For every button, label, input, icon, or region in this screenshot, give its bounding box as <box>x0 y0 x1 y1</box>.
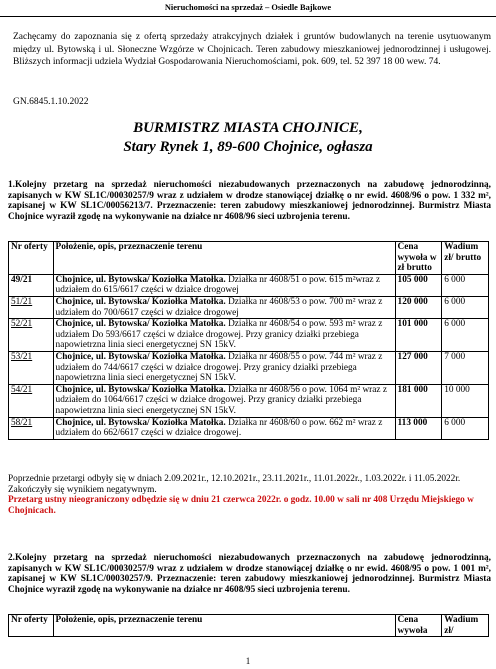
offer-nr <box>9 384 54 417</box>
offer-deposit: 10 000 <box>442 384 489 417</box>
offer-location: Chojnice, ul. Bytowska/ Koziołka Matołka. <box>55 296 226 307</box>
offer-description <box>53 319 395 352</box>
offer-nr <box>9 296 54 318</box>
mayor-address: Stary Rynek 1, 89-600 Chojnice, ogłasza <box>123 139 373 155</box>
page-number: 1 <box>245 656 251 666</box>
table-row <box>9 319 489 352</box>
mayor-title: BURMISTRZ MIASTA CHOJNICE, <box>133 120 363 136</box>
offer-number: 53/21 <box>11 351 33 362</box>
offer-location: Chojnice, ul. Bytowska/ Koziołka Matołka. <box>55 351 226 362</box>
offer-details: Działka nr 4608/60 o pow. 662 m² wraz z udziałem do 662/6617 części w działce drogowej. <box>55 417 383 439</box>
offer-price: 127 000 <box>395 351 442 384</box>
header-deposit: Wadium zł/ brutto <box>442 242 489 275</box>
table-row <box>9 274 489 296</box>
offer-nr <box>9 319 54 352</box>
offer-deposit: 6 000 <box>442 417 489 439</box>
table-row <box>9 384 489 417</box>
offer-description <box>53 296 395 318</box>
offer-number: 49/21 <box>11 274 33 285</box>
header-nr: Nr oferty <box>9 242 54 275</box>
offers-table <box>8 241 489 440</box>
tender-announcement: Przetarg ustny nieograniczony odbędzie się w dniu 21 czerwca 2022r. o godz. 10.00 w sali nr 408 Urzędu Miejskiego w Chojnicach. <box>8 495 474 516</box>
header-description: Położenie, opis, przeznaczenie terenu <box>53 615 395 637</box>
table-header-row <box>9 242 489 275</box>
offer-description <box>53 417 395 439</box>
offer-number: 52/21 <box>11 319 33 330</box>
offer-details: Działka nr 4608/55 o pow. 744 m² wraz z udziałem do 744/6617 części w działce drogowej. Przy granicy działki przebiega napowietrzna linia sieci energetycznej SN 15kV. <box>55 351 383 384</box>
previous-tenders-note: Poprzednie przetargi odbyły się w dniach 2.09.2021r., 12.10.2021r., 23.11.2021r., 11.01.2022r., 1.03.2022r. i 11.05.2022r. Zakończyły się wynikiem negatywnym. <box>8 474 461 495</box>
offer-deposit: 7 000 <box>442 351 489 384</box>
tender-notes <box>8 474 491 516</box>
reference-number: GN.6845.1.10.2022 <box>13 97 89 107</box>
page-title: Nieruchomości na sprzedaż – Osiedle Bajkowe <box>164 3 332 12</box>
offer-number: 58/21 <box>11 417 33 428</box>
offer-number: 54/21 <box>11 384 33 395</box>
table-row <box>9 296 489 318</box>
offer-deposit: 6 000 <box>442 274 489 296</box>
offer-location: Chojnice, ul. Bytowska/ Koziołka Matołka. <box>55 274 226 285</box>
offer-location: Chojnice, ul. Bytowska/ Koziołka Matołka. <box>55 319 226 330</box>
intro-paragraph: Zachęcamy do zapoznania się z ofertą sprzedaży atrakcyjnych działek i gruntów budowlanych na terenie usytuowanym między ul. Bytowską i ul. Słoneczne Wzgórze w Chojnicach. Teren zabudowy mieszkaniowej jednorodzinnej i usługowej. Bliższych informacji udziela Wydział Gospodarowania Nieruchomościami, pok. 609, tel. 52 397 18 00 wew. 74. <box>13 32 491 68</box>
offer-details: Działka nr 4608/54 o pow. 593 m² wraz z udziałem Do 593/6617 części w działce drogowej. Przy granicy działki przebiega napowietrzna linia sieci energetycznej SN 15kV. <box>55 319 383 351</box>
offer-price: 105 000 <box>395 274 442 296</box>
offer-deposit: 6 000 <box>442 296 489 318</box>
header-price: Cena wywoła <box>395 615 442 637</box>
offer-nr <box>9 417 54 439</box>
table-row <box>9 417 489 439</box>
offer-description <box>53 274 395 296</box>
offer-deposit: 6 000 <box>442 319 489 352</box>
offer-price: 120 000 <box>395 296 442 318</box>
offer-location: Chojnice, ul. Bytowska/ Koziołka Matołka. <box>55 417 226 428</box>
section-1-text: 1.Kolejny przetarg na sprzedaż nieruchomości niezabudowanych przeznaczonych na zabudowę jednorodzinną, zapisanych w KW SL1C/00030257/9 wraz z udziałem w drodze stanowiącej działkę o nr ewid. 4608/96 o pow. 1 332 m², zapisanej w KW SL1C/00056213/7. Przeznaczenie: teren zabudowy mieszkaniowej jednorodzinnej. Burmistrz Miasta Chojnice wyraził zgodę na wykonywanie na działce nr 4608/96 sieci uzbrojenia terenu. <box>8 180 491 222</box>
offers-table-2 <box>8 614 489 637</box>
header-divider <box>0 16 496 17</box>
table-header-row <box>9 615 489 637</box>
offer-details: Działka nr 4608/51 o pow. 615 m²wraz z udziałem do 615/6617 części w działce drogowej <box>55 274 381 296</box>
offer-details: Działka nr 4608/53 o pow. 700 m² wraz z udziałem do 700/6617 części w działce drogowej <box>55 296 383 318</box>
offer-description <box>53 351 395 384</box>
offer-price: 101 000 <box>395 319 442 352</box>
header-price: Cena wywoła w zł brutto <box>395 242 442 275</box>
table-row <box>9 351 489 384</box>
section-2-text: 2.Kolejny przetarg na sprzedaż nieruchomości niezabudowanych przeznaczonych na zabudowę jednorodzinną, zapisanych w KW SL1C/00030257/9 wraz z udziałem w drodze stanowiącej działkę o nr ewid. 4608/95 o pow. 1 001 m², zapisanej w KW SL1C/00030257/9. Przeznaczenie: teren zabudowy mieszkaniowej jednorodzinnej. Burmistrz Miasta Chojnice wyraził zgodę na wykonywanie na działce nr 4608/95 sieci uzbrojenia terenu. <box>8 553 491 595</box>
offer-details: Działka nr 4608/56 o pow. 1064 m² wraz z udziałem do 1064/6617 części w działce drogowej. Przy granicy działki przebiega napowietrzna linia sieci energetycznej SN 15kV. <box>55 384 387 416</box>
header-deposit: Wadium zł/ <box>442 615 489 637</box>
offer-price: 113 000 <box>395 417 442 439</box>
offer-nr <box>9 274 54 296</box>
offer-price: 181 000 <box>395 384 442 417</box>
header-nr: Nr oferty <box>9 615 54 637</box>
header-description: Położenie, opis, przeznaczenie terenu <box>53 242 395 275</box>
offer-location: Chojnice, ul. Bytowska/ Koziołka Matołka. <box>55 384 226 395</box>
offer-nr <box>9 351 54 384</box>
mayor-heading <box>0 119 496 157</box>
offer-number: 51/21 <box>11 296 33 307</box>
offer-description <box>53 384 395 417</box>
